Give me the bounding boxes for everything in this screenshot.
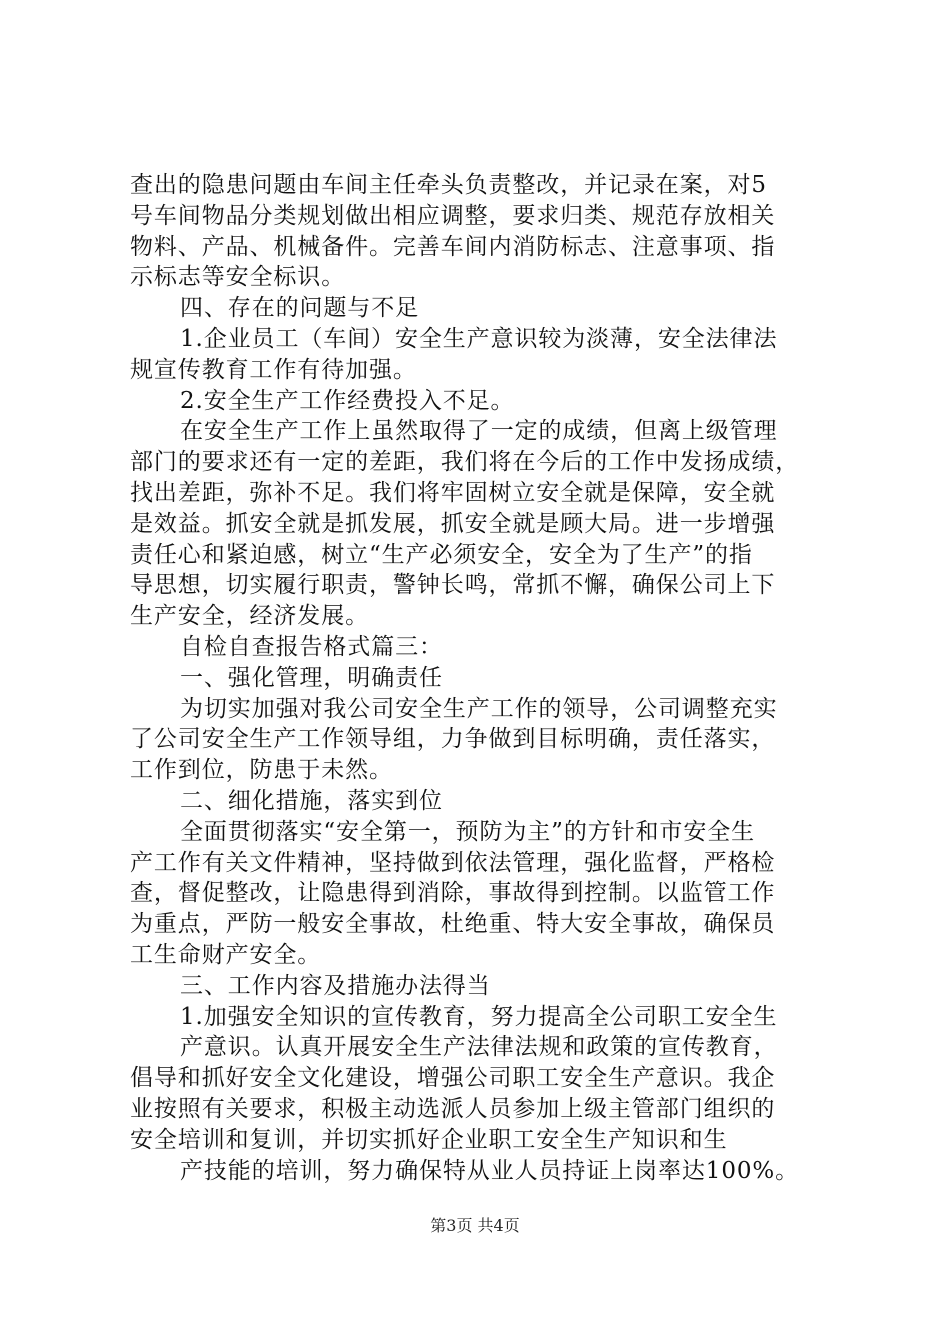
text-line: 规宣传教育工作有待加强。 (130, 356, 417, 383)
text-line: 二、细化措施，落实到位 (180, 787, 443, 814)
text-line: 为重点，严防一般安全事故，杜绝重、特大安全事故，确保员 (130, 911, 776, 938)
text-line: 为切实加强对我公司安全生产工作的领导，公司调整充实 (180, 695, 778, 722)
text-line: 安全培训和复训，并切实抓好企业职工安全生产知识和生 (130, 1126, 728, 1153)
text-line: 三、工作内容及措施办法得当 (180, 972, 491, 999)
text-line: 责任心和紧迫感，树立“生产必须安全，安全为了生产”的指 (130, 541, 753, 568)
text-line: 自检自查报告格式篇三： (180, 633, 443, 660)
text-line: 业按照有关要求，积极主动选派人员参加上级主管部门组织的 (130, 1095, 776, 1122)
text-line: 找出差距，弥补不足。我们将牢固树立安全就是保障，安全就 (130, 479, 776, 506)
text-line: 1.加强安全知识的宣传教育，努力提高全公司职工安全生 (180, 1003, 778, 1030)
text-line: 是效益。抓安全就是抓发展，抓安全就是顾大局。进一步增强 (130, 510, 776, 537)
text-line: 工生命财产安全。 (130, 941, 322, 968)
text-line: 生产安全，经济发展。 (130, 603, 369, 630)
text-line: 工作到位，防患于未然。 (130, 757, 393, 784)
document-body (130, 170, 830, 1186)
text-line: 查出的隐患问题由车间主任牵头负责整改，并记录在案，对5 (130, 172, 767, 198)
text-line: 四、存在的问题与不足 (180, 295, 419, 322)
text-line: 示标志等安全标识。 (130, 264, 346, 291)
text-line: 在安全生产工作上虽然取得了一定的成绩，但离上级管理 (180, 418, 778, 445)
text-line: 号车间物品分类规划做出相应调整，要求归类、规范存放相关 (130, 202, 776, 229)
text-line: 产技能的培训，努力确保特从业人员持证上岗率达100%。 (180, 1157, 800, 1184)
text-line: 部门的要求还有一定的差距，我们将在今后的工作中发扬成绩， (130, 449, 800, 476)
text-line: 导思想，切实履行职责，警钟长鸣，常抓不懈，确保公司上下 (130, 572, 776, 599)
text-line: 查，督促整改，让隐患得到消除，事故得到控制。以监管工作 (130, 880, 776, 907)
text-line: 物料、产品、机械备件。完善车间内消防标志、注意事项、指 (130, 233, 776, 260)
page-footer: 第3页 共4页 (430, 1216, 520, 1235)
text-line: 倡导和抓好安全文化建设，增强公司职工安全生产意识。我企 (130, 1065, 776, 1092)
text-line: 2.安全生产工作经费投入不足。 (180, 387, 515, 414)
text-line: 了公司安全生产工作领导组，力争做到目标明确，责任落实， (130, 726, 776, 753)
text-line: 全面贯彻落实“安全第一，预防为主”的方针和市安全生 (180, 818, 756, 845)
text-line: 产意识。认真开展安全生产法律法规和政策的宣传教育， (180, 1034, 778, 1061)
text-line: 一、强化管理，明确责任 (180, 664, 443, 691)
text-line: 1.企业员工（车间）安全生产意识较为淡薄，安全法律法 (180, 325, 778, 352)
text-line: 产工作有关文件精神，坚持做到依法管理，强化监督，严格检 (130, 849, 776, 876)
